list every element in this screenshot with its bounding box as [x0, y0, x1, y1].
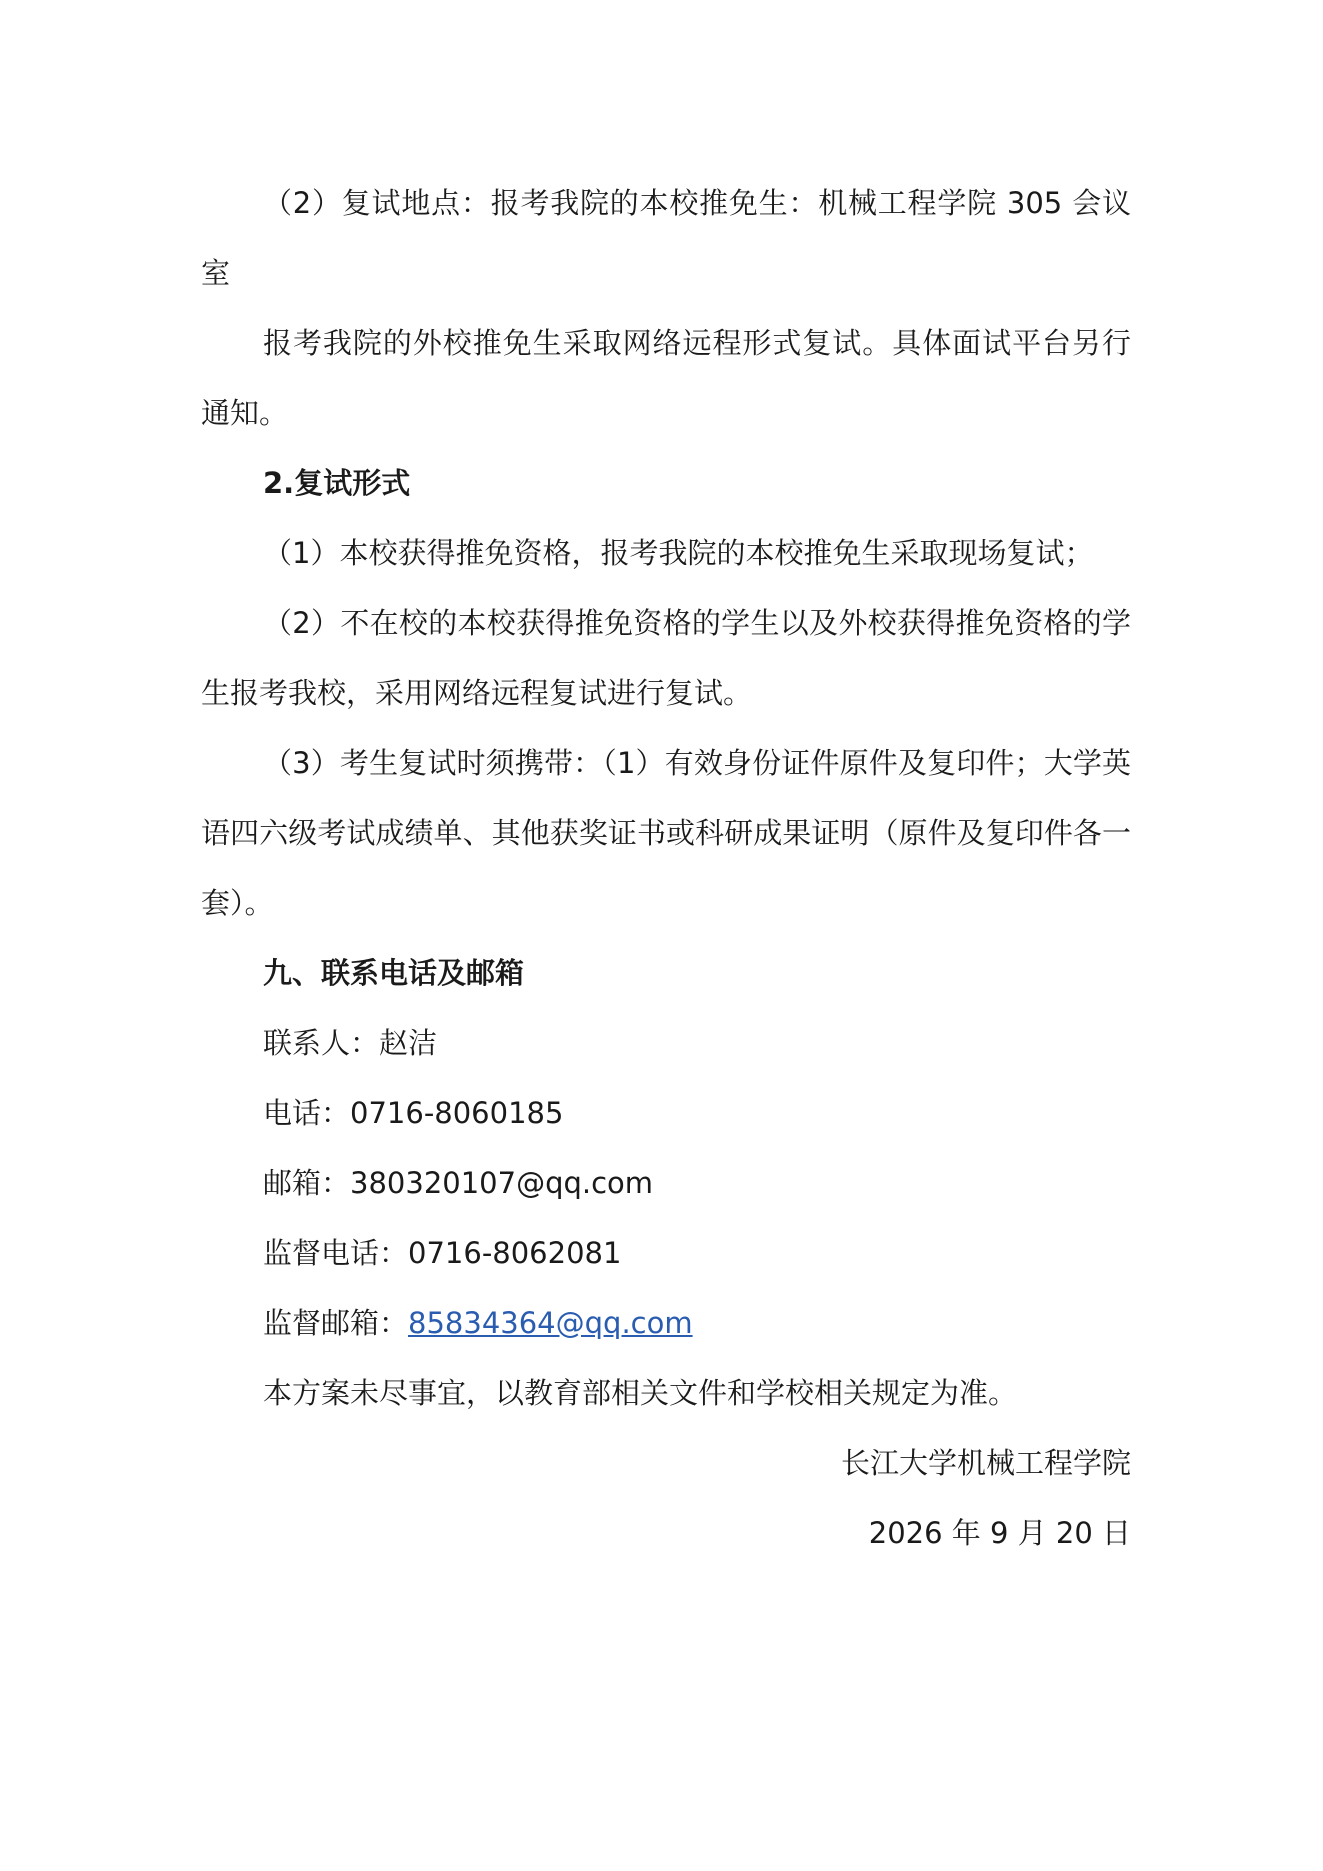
supervise-email-label: 监督邮箱：	[263, 1306, 409, 1340]
supervise-phone-line	[201, 1218, 1131, 1288]
closing-note: 本方案未尽事宜，以教育部相关文件和学校相关规定为准。	[263, 1376, 1018, 1410]
signature-org: 长江大学机械工程学院	[840, 1446, 1131, 1480]
document-body	[201, 168, 1131, 1568]
contact-email-line	[201, 1148, 1131, 1218]
paragraph-format-item-3: （3）考生复试时须携带：（1）有效身份证件原件及复印件；大学英语四六级考试成绩单、其他获奖证书或科研成果证明（原件及复印件各一套）。	[201, 746, 1131, 920]
supervise-email-link[interactable]: 85834364@qq.com	[408, 1306, 693, 1340]
contact-person-value: 赵洁	[379, 1026, 438, 1060]
paragraph-external-remote: 报考我院的外校推免生采取网络远程形式复试。具体面试平台另行通知。	[201, 326, 1131, 430]
paragraph-interview-location: （2）复试地点：报考我院的本校推免生：机械工程学院 305 会议室	[201, 186, 1131, 290]
heading-interview-format: 2.复试形式	[263, 466, 411, 500]
signature-date: 2026 年 9 月 20 日	[868, 1516, 1131, 1550]
paragraph-format-item-2: （2）不在校的本校获得推免资格的学生以及外校获得推免资格的学生报考我校，采用网络远程复试进行复试。	[201, 606, 1131, 710]
supervise-phone-label: 监督电话：	[263, 1236, 409, 1270]
contact-email-value: 380320107@qq.com	[350, 1166, 654, 1200]
paragraph-format-item-1: （1）本校获得推免资格，报考我院的本校推免生采取现场复试；	[263, 536, 1094, 570]
contact-phone-line	[201, 1078, 1131, 1148]
contact-phone-value: 0716-8060185	[350, 1096, 564, 1130]
contact-email-label: 邮箱：	[263, 1166, 351, 1200]
supervise-phone-value: 0716-8062081	[408, 1236, 622, 1270]
heading-contact: 九、联系电话及邮箱	[263, 956, 525, 990]
supervise-email-line	[201, 1288, 1131, 1358]
contact-person-label: 联系人：	[263, 1026, 380, 1060]
contact-phone-label: 电话：	[263, 1096, 351, 1130]
contact-person-line	[201, 1008, 1131, 1078]
